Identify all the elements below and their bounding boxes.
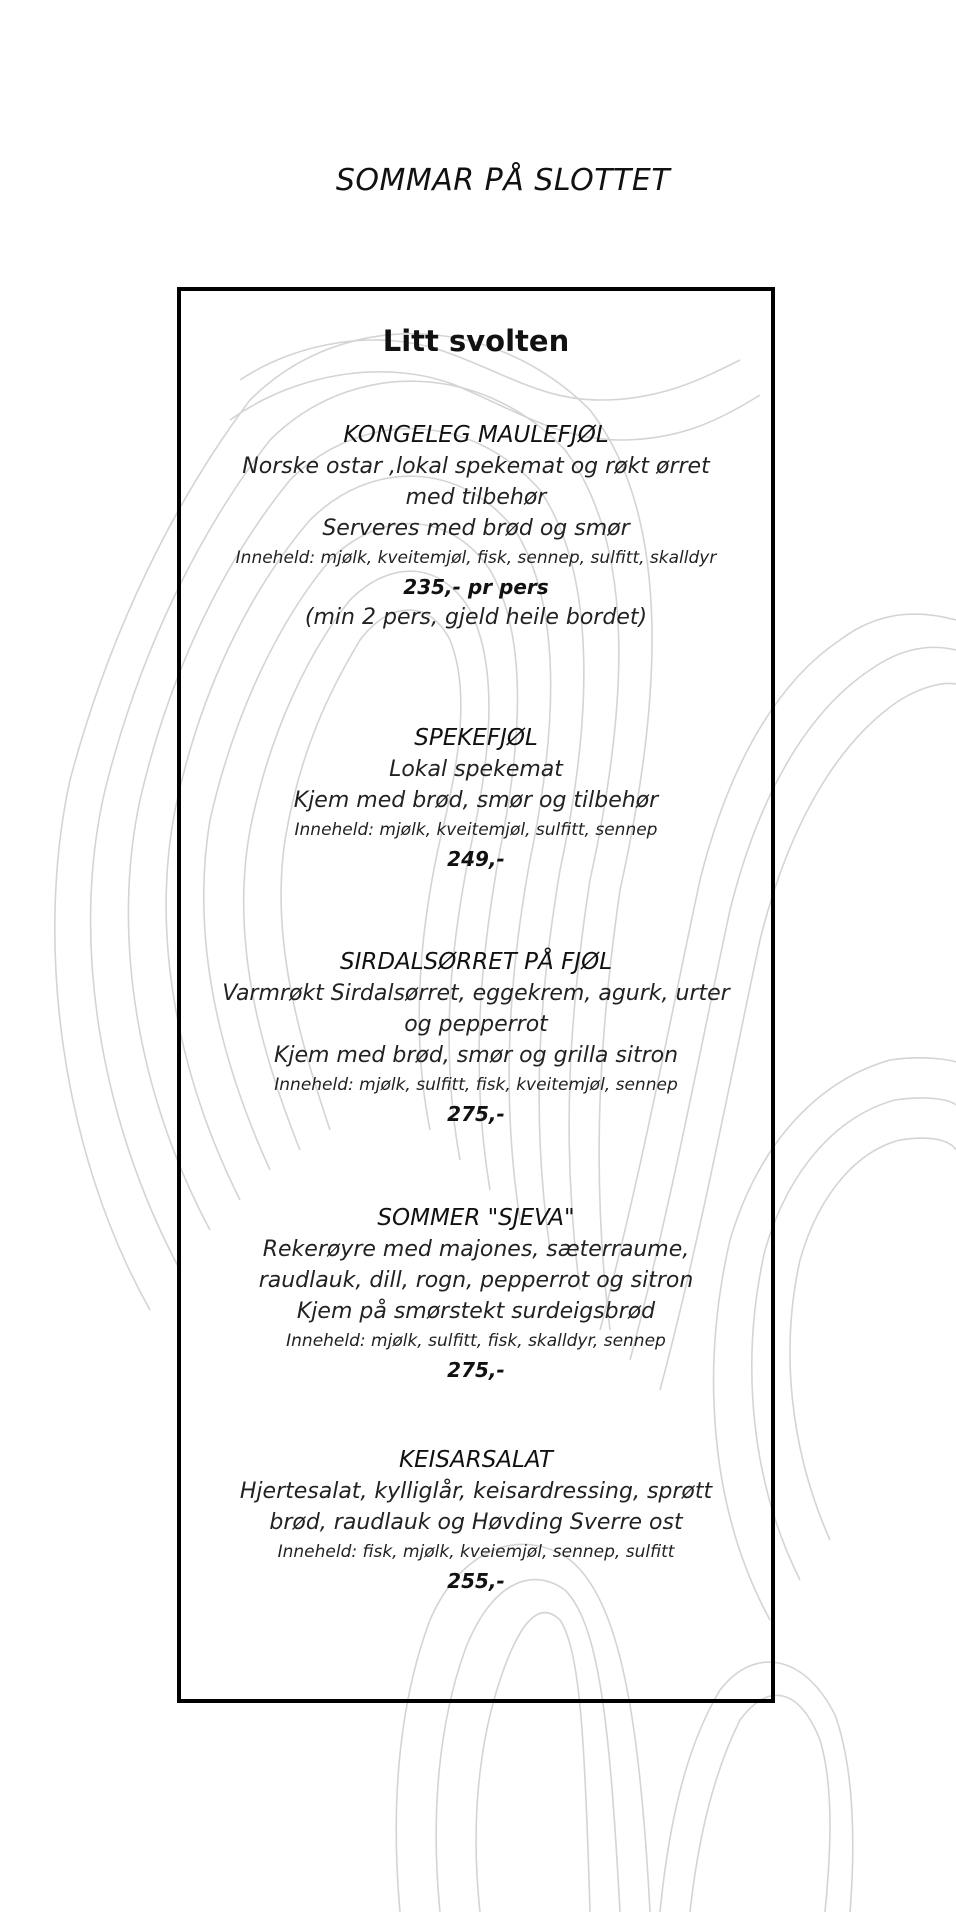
menu-item-sirdalsorret: [181, 946, 771, 1129]
item-description-line: Hjertesalat, kylliglår, keisardressing, sprøtt: [239, 1479, 713, 1504]
item-name: KEISARSALAT: [399, 1447, 553, 1473]
item-description-line: med tilbehør: [405, 485, 547, 510]
item-price: 275,-: [447, 1102, 505, 1126]
item-allergens: Inneheld: mjølk, sulfitt, fisk, kveitemjøl, sennep: [274, 1075, 678, 1095]
item-price: 235,- pr pers: [403, 575, 549, 599]
item-description-line: Kjem på smørstekt surdeigsbrød: [296, 1299, 656, 1324]
menu-item-keisarsalat: [181, 1444, 771, 1596]
item-description-line: raudlauk, dill, rogn, pepperrot og sitron: [258, 1268, 694, 1293]
item-description-line: Norske ostar ,lokal spekemat og røkt ørret: [242, 454, 710, 479]
menu-item-kongeleg-maulefjol: [181, 419, 771, 633]
item-price: 255,-: [447, 1569, 505, 1593]
item-description-line: og pepperrot: [404, 1012, 548, 1037]
item-allergens: Inneheld: mjølk, kveitemjøl, fisk, sennep, sulfitt, skalldyr: [235, 548, 717, 568]
item-name: SIRDALSØRRET PÅ FJØL: [339, 949, 613, 975]
menu-frame: [177, 287, 775, 1703]
item-description-line: Lokal spekemat: [389, 757, 563, 782]
section-title: Litt svolten: [382, 324, 570, 358]
item-allergens: Inneheld: mjølk, sulfitt, fisk, skalldyr, sennep: [286, 1331, 666, 1351]
item-allergens: Inneheld: fisk, mjølk, kveiemjøl, sennep, sulfitt: [277, 1542, 675, 1562]
item-note: (min 2 pers, gjeld heile bordet): [304, 605, 648, 630]
item-description-line: Kjem med brød, smør og tilbehør: [293, 788, 659, 813]
menu-item-sommer-sjeva: [181, 1202, 771, 1385]
item-name: SPEKEFJØL: [414, 725, 538, 751]
menu-item-spekefjol: [181, 722, 771, 874]
item-description-line: Kjem med brød, smør og grilla sitron: [273, 1043, 679, 1068]
item-allergens: Inneheld: mjølk, kveitemjøl, sulfitt, sennep: [294, 820, 658, 840]
item-price: 275,-: [447, 1358, 505, 1382]
item-price: 249,-: [447, 847, 505, 871]
item-name: KONGELEG MAULEFJØL: [343, 422, 609, 448]
item-name: SOMMER "SJEVA": [377, 1205, 575, 1231]
item-description-line: Varmrøkt Sirdalsørret, eggekrem, agurk, urter: [222, 981, 730, 1006]
item-description-line: Rekerøyre med majones, sæterraume,: [262, 1237, 690, 1262]
item-description-line: Serveres med brød og smør: [322, 516, 630, 541]
page-title: SOMMAR PÅ SLOTTET: [335, 163, 671, 198]
item-description-line: brød, raudlauk og Høvding Sverre ost: [269, 1510, 683, 1535]
